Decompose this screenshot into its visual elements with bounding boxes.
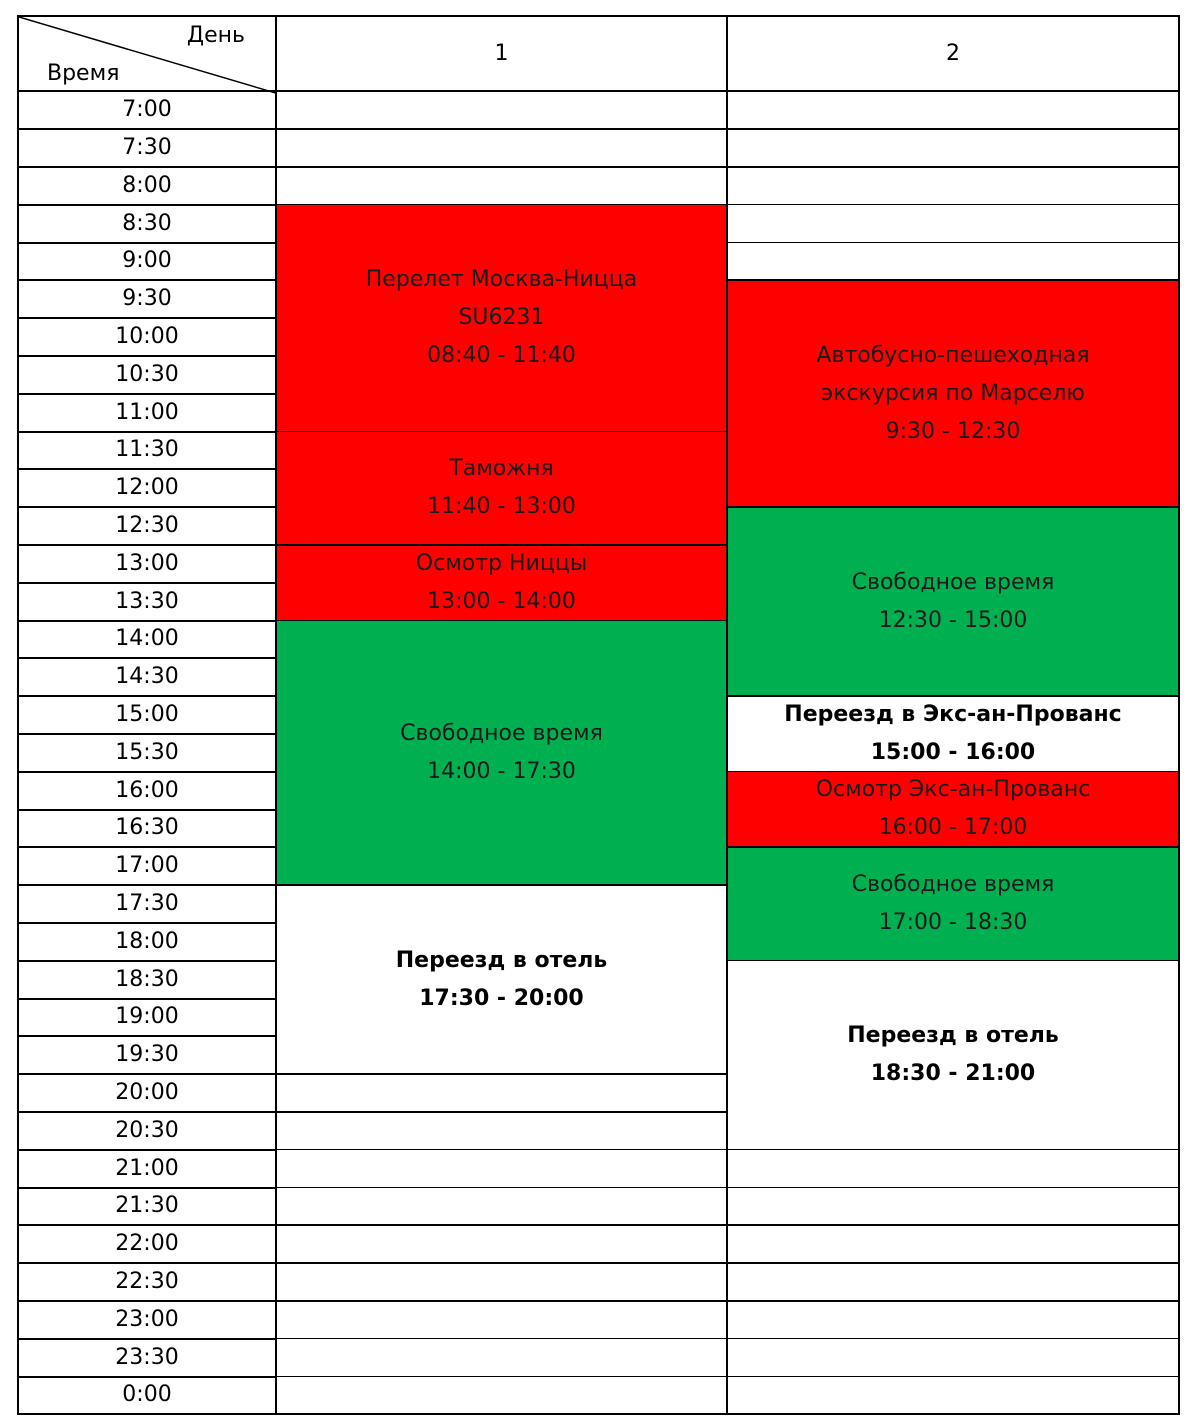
event-text-line: 14:00 - 17:30 [427,758,576,784]
time-cell: 7:30 [17,130,277,168]
time-cell: 9:00 [17,243,277,281]
empty-slot [277,1150,728,1188]
time-cell: 9:30 [17,281,277,319]
event-text-line: Перелет Москва-Ницца [365,267,638,293]
schedule-event [728,697,1180,773]
event-text-line: Переезд в отель [847,1023,1059,1049]
time-cell: 13:30 [17,583,277,621]
event-text-line: 17:30 - 20:00 [419,985,584,1011]
time-cell: 11:00 [17,394,277,432]
event-text-line: 9:30 - 12:30 [885,418,1021,444]
time-cell: 20:30 [17,1113,277,1151]
event-text-line: 11:40 - 13:00 [427,494,576,520]
empty-slot [277,1264,728,1302]
time-cell: 16:00 [17,772,277,810]
time-cell: 22:00 [17,1226,277,1264]
schedule-event [728,508,1180,698]
time-cell: 11:30 [17,432,277,470]
empty-slot [277,1188,728,1226]
schedule-event [277,432,728,546]
event-text-line: Переезд в отель [395,947,608,973]
corner-day-label: День [186,23,245,48]
time-cell: 17:30 [17,886,277,924]
day-header-1: 1 [277,15,728,92]
event-text-line: SU6231 [458,305,545,331]
event-text-line: Свободное время [400,720,603,746]
time-cell: 23:00 [17,1302,277,1340]
corner-header-cell [17,15,277,92]
empty-slot [728,1302,1180,1340]
empty-slot [728,1339,1180,1377]
time-cell: 13:00 [17,546,277,584]
time-cell: 10:30 [17,357,277,395]
time-cell: 19:00 [17,999,277,1037]
empty-slot [728,1226,1180,1264]
event-text-line: Осмотр Экс-ан-Прованс [815,777,1091,803]
event-text-line: 15:00 - 16:00 [870,739,1036,765]
schedule-table [17,15,1180,1415]
event-text-line: 16:00 - 17:00 [878,815,1028,841]
time-cell: 8:30 [17,205,277,243]
corner-time-label: Время [47,61,120,86]
time-cell: 0:00 [17,1377,277,1415]
time-cell: 16:30 [17,810,277,848]
schedule-event [728,772,1180,848]
empty-slot [277,130,728,168]
schedule-event [728,961,1180,1151]
event-text-line: 08:40 - 11:40 [427,343,576,369]
time-cell: 15:30 [17,735,277,773]
event-text-line: 17:00 - 18:30 [878,909,1028,935]
event-text-line: Свободное время [851,569,1055,595]
schedule-event [728,848,1180,962]
schedule-event [277,621,728,886]
empty-slot [277,1075,728,1113]
event-text-line: Свободное время [851,871,1055,897]
empty-slot [728,1150,1180,1188]
time-cell: 21:00 [17,1150,277,1188]
event-text-line: Таможня [449,456,554,482]
event-text-line: 12:30 - 15:00 [878,607,1028,633]
time-cell: 18:30 [17,961,277,999]
empty-slot [277,1377,728,1415]
event-text-line: Автобусно-пешеходная [816,342,1090,368]
empty-slot [728,1264,1180,1302]
time-cell: 17:00 [17,848,277,886]
event-text-line: Осмотр Ниццы [415,550,588,576]
time-cell: 21:30 [17,1188,277,1226]
time-cell: 14:00 [17,621,277,659]
event-text-line: 18:30 - 21:00 [870,1061,1036,1087]
schedule-event [277,205,728,432]
event-text-line: Переезд в Экс-ан-Прованс [784,701,1122,727]
empty-slot [728,205,1180,243]
empty-slot [728,1377,1180,1415]
event-text-line: экскурсия по Марселю [821,380,1085,406]
empty-slot [277,1302,728,1340]
time-cell: 18:00 [17,924,277,962]
empty-slot [277,168,728,206]
time-cell: 22:30 [17,1264,277,1302]
time-cell: 23:30 [17,1339,277,1377]
time-cell: 10:00 [17,319,277,357]
event-text-line: 13:00 - 14:00 [427,588,576,614]
time-cell: 20:00 [17,1075,277,1113]
time-cell: 12:00 [17,470,277,508]
empty-slot [728,168,1180,206]
empty-slot [728,243,1180,281]
time-cell: 19:30 [17,1037,277,1075]
time-cell: 15:00 [17,697,277,735]
empty-slot [277,92,728,130]
time-cell: 12:30 [17,508,277,546]
empty-slot [277,1226,728,1264]
schedule-event [277,546,728,622]
empty-slot [728,92,1180,130]
time-cell: 14:30 [17,659,277,697]
empty-slot [728,1188,1180,1226]
empty-slot [277,1113,728,1151]
empty-slot [728,130,1180,168]
time-cell: 8:00 [17,168,277,206]
time-cell: 7:00 [17,92,277,130]
day-header-2: 2 [728,15,1180,92]
empty-slot [277,1339,728,1377]
schedule-event [728,281,1180,508]
schedule-event [277,886,728,1076]
